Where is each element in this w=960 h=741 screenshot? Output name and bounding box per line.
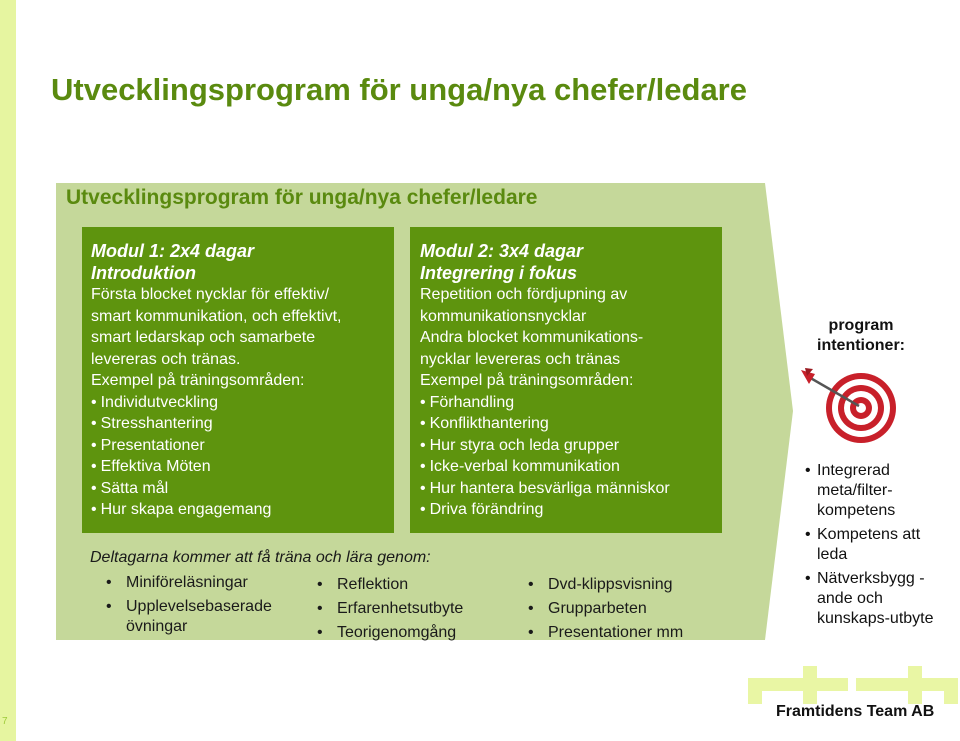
list-item: • Teorigenomgång	[317, 621, 517, 645]
list-item: • Stresshantering	[91, 413, 384, 435]
ftab-logo	[748, 664, 958, 704]
company-name: Framtidens Team AB	[776, 703, 935, 720]
list-item: • Hur styra och leda grupper	[420, 435, 714, 457]
list-item: • Individutveckling	[91, 392, 384, 414]
page-number: 7	[2, 716, 8, 727]
module-2-description-line: Repetition och fördjupning av	[420, 286, 628, 303]
module-2-box	[410, 227, 722, 533]
participants-column-3	[528, 573, 728, 645]
module-1-examples-intro: Exempel på träningsområden:	[91, 372, 305, 389]
slide-title: Utvecklingsprogram för unga/nya chefer/ledare	[51, 72, 747, 107]
module-1-description-line: Första blocket nycklar för effektiv/	[91, 286, 330, 303]
list-item: • Hur skapa engagemang	[91, 499, 384, 521]
module-1-heading: Modul 1: 2x4 dagar	[91, 241, 255, 261]
module-1-description-line: levereras och tränas.	[91, 350, 241, 368]
intentions-list	[805, 461, 935, 633]
module-2-description-line: nycklar levereras och tränas	[420, 350, 621, 368]
intentions-title: program intentioner:	[817, 317, 905, 354]
list-item: • Förhandling	[420, 392, 714, 414]
list-item: • Kompetens att leda	[805, 525, 935, 565]
module-1-box	[82, 227, 394, 533]
participants-intro: Deltagarna kommer att få träna och lära genom:	[90, 549, 431, 566]
panel-title: Utvecklingsprogram för unga/nya chefer/ledare	[66, 186, 538, 209]
module-2-heading: Modul 2: 3x4 dagar	[420, 241, 584, 261]
list-item: • Presentationer mm	[528, 621, 728, 645]
list-item: • Presentationer	[91, 435, 384, 457]
list-item: • Hur hantera besvärliga människor	[420, 478, 714, 500]
list-item: • Dvd-klippsvisning	[528, 573, 728, 597]
list-item: • Miniföreläsningar	[106, 573, 296, 593]
list-item: • Icke-verbal kommunikation	[420, 456, 714, 478]
module-2-items	[420, 392, 714, 521]
list-item: • Upplevelsebaserade övningar	[106, 597, 296, 637]
list-item: • Konflikthantering	[420, 413, 714, 435]
module-1-description-line: smart ledarskap och samarbete	[91, 329, 316, 346]
list-item: • Grupparbeten	[528, 597, 728, 621]
module-2-description-line: kommunikationsnycklar	[420, 307, 587, 325]
participants-column-1	[106, 573, 296, 641]
target-icon	[799, 366, 909, 450]
list-item: • Erfarenhetsutbyte	[317, 597, 517, 621]
list-item: • Nätverksbygg -ande och kunskaps-utbyte	[805, 569, 935, 629]
list-item: • Sätta mål	[91, 478, 384, 500]
module-1-description-line: smart kommunikation, och effektivt,	[91, 307, 342, 325]
module-2-examples-intro: Exempel på träningsområden:	[420, 372, 634, 389]
list-item: • Effektiva Möten	[91, 456, 384, 478]
module-1-subheading: Introduktion	[91, 262, 196, 283]
module-1-items	[91, 392, 384, 521]
list-item: • Reflektion	[317, 573, 517, 597]
module-2-subheading: Integrering i fokus	[420, 262, 578, 283]
participants-column-2	[317, 573, 517, 645]
module-2-description-line: Andra blocket kommunikations-	[420, 329, 644, 346]
list-item: • Integrerad meta/filter-kompetens	[805, 461, 935, 521]
list-item: • Driva förändring	[420, 499, 714, 521]
